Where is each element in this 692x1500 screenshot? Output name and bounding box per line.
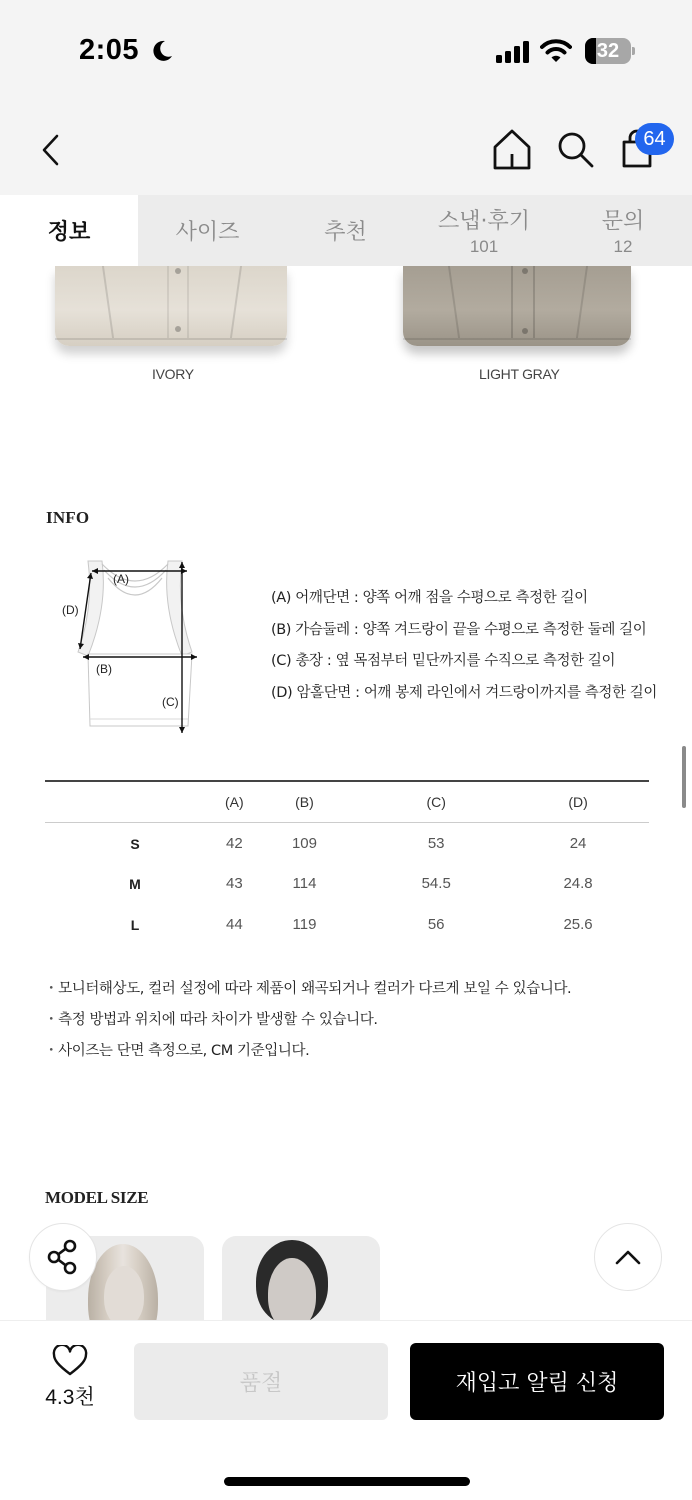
tab-label: 사이즈 <box>175 220 240 245</box>
model-photo-male[interactable] <box>222 1236 380 1320</box>
tab-label: 정보 <box>47 220 91 245</box>
table-header-cell: (B) <box>295 793 314 810</box>
top-nav-bar <box>0 100 692 195</box>
restock-alert-button[interactable]: 재입고 알림 신청 <box>410 1343 664 1420</box>
share-icon <box>46 1239 80 1275</box>
table-header-row <box>45 781 649 822</box>
table-header-cell: (C) <box>426 793 446 810</box>
measurement-description: (A) 어깨단면 : 양쪽 어깨 점을 수평으로 측정한 길이 <box>271 590 588 606</box>
table-cell: 114 <box>292 875 317 892</box>
color-label-light-gray: LIGHT GRAY <box>479 366 560 382</box>
tab-size[interactable] <box>138 195 277 266</box>
size-notes <box>44 977 571 1070</box>
tab-label: 문의 <box>601 209 645 234</box>
page-scrollbar[interactable] <box>682 746 686 808</box>
measurement-description: (D) 암홀단면 : 어깨 봉제 라인에서 겨드랑이까지를 측정한 길이 <box>271 684 658 701</box>
table-cell: 109 <box>291 835 317 853</box>
tab-recommend[interactable] <box>277 195 414 266</box>
like-count: 4.3천 <box>45 1386 95 1409</box>
tab-snap-review[interactable] <box>414 195 554 266</box>
wifi-icon <box>540 39 572 63</box>
table-cell: 24.8 <box>563 875 593 892</box>
home-icon <box>492 128 532 172</box>
table-cell: 44 <box>225 916 243 933</box>
svg-text:(A): (A) <box>113 572 129 586</box>
tab-count: 12 <box>613 237 633 256</box>
table-header-cell: (D) <box>568 793 588 810</box>
measurement-description: (B) 가슴둘레 : 양쪽 겨드랑이 끝을 수평으로 측정한 둘레 길이 <box>271 621 647 638</box>
table-header-cell <box>45 781 225 822</box>
table-cell: 53 <box>427 835 445 853</box>
size-label: M <box>129 875 141 892</box>
table-cell: 24 <box>569 835 587 853</box>
battery-icon <box>585 38 631 64</box>
size-label: S <box>130 835 140 852</box>
status-bar <box>0 0 692 100</box>
table-cell: 56 <box>427 916 445 933</box>
color-label-ivory: IVORY <box>152 366 194 382</box>
cellular-signal-icon <box>496 41 532 63</box>
home-button[interactable] <box>492 128 532 172</box>
product-image-light-gray <box>403 266 631 346</box>
scroll-to-top-button[interactable] <box>594 1223 662 1291</box>
svg-text:(C): (C) <box>162 695 179 709</box>
product-image-ivory <box>55 266 287 346</box>
search-button[interactable] <box>555 128 595 172</box>
product-detail-content <box>0 266 692 1320</box>
measurement-descriptions <box>271 586 657 712</box>
table-cell: 54.5 <box>421 875 451 892</box>
table-row <box>45 904 649 945</box>
product-tabs <box>0 195 692 266</box>
bottom-action-bar <box>0 1320 692 1500</box>
home-indicator[interactable] <box>224 1477 470 1486</box>
chevron-up-icon <box>614 1248 642 1266</box>
tab-count: 101 <box>469 237 499 256</box>
tab-label: 스냅·후기 <box>437 209 530 234</box>
measurement-description: (C) 총장 : 옆 목점부터 밑단까지를 수직으로 측정한 길이 <box>271 653 616 669</box>
chevron-left-icon <box>40 134 60 166</box>
battery-level: 32 <box>596 40 620 62</box>
table-cell: 119 <box>292 916 317 933</box>
moon-icon <box>150 39 174 63</box>
like-button[interactable] <box>34 1345 106 1421</box>
tab-inquiry[interactable] <box>554 195 692 266</box>
share-button[interactable] <box>29 1223 97 1291</box>
note-item: ・ 사이즈는 단면 측정으로, CM 기준입니다. <box>44 1039 571 1070</box>
search-icon <box>555 128 595 172</box>
tab-label: 추천 <box>324 220 367 245</box>
note-item: ・ 모니터해상도, 컬러 설정에 따라 제품이 왜곡되거나 컬러가 다르게 보일 수 있습니다. <box>44 977 571 1008</box>
info-section-title: INFO <box>46 508 90 527</box>
size-measurement-diagram <box>60 556 220 736</box>
table-cell: 25.6 <box>563 916 593 933</box>
table-cell: 43 <box>225 875 243 892</box>
sold-out-button: 품절 <box>134 1343 388 1420</box>
size-label: L <box>130 916 140 933</box>
model-size-section-title: MODEL SIZE <box>45 1188 149 1207</box>
svg-text:(B): (B) <box>96 662 112 676</box>
table-cell: 42 <box>225 835 243 853</box>
note-item: ・ 측정 방법과 위치에 따라 차이가 발생할 수 있습니다. <box>44 1008 571 1039</box>
table-header-cell: (A) <box>225 793 244 810</box>
status-time: 2:05 <box>79 34 140 66</box>
table-row <box>45 822 649 863</box>
svg-text:(D): (D) <box>62 603 79 617</box>
back-button[interactable] <box>30 128 70 172</box>
table-row <box>45 863 649 904</box>
size-chart-table <box>45 780 649 945</box>
tab-info[interactable] <box>0 195 138 266</box>
cart-count-badge: 64 <box>635 123 674 155</box>
heart-icon <box>52 1345 88 1377</box>
